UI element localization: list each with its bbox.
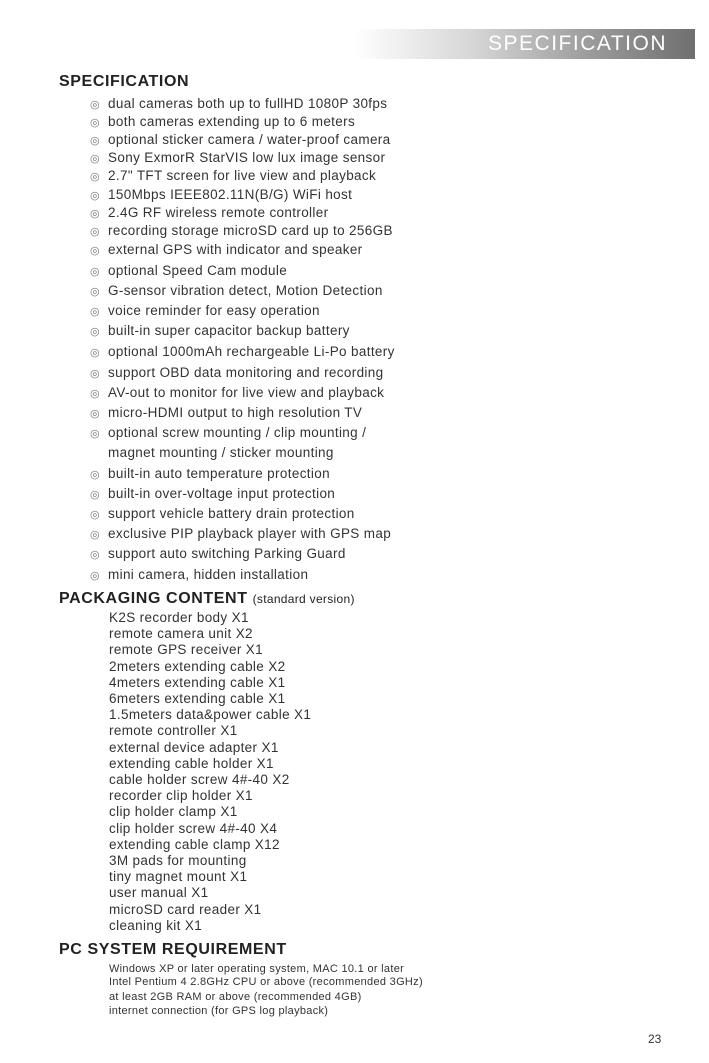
packaging-item: 2meters extending cable X2: [109, 658, 286, 674]
spec-item-text: Sony ExmorR StarVIS low lux image sensor: [108, 150, 386, 165]
spec-item: [90, 186, 352, 205]
packaging-item: 4meters extending cable X1: [109, 674, 286, 690]
spec-item: [90, 384, 384, 403]
spec-item-text: AV-out to monitor for live view and playback: [108, 385, 385, 400]
packaging-item: user manual X1: [109, 885, 209, 901]
spec-item-text: optional screw mounting / clip mounting /: [108, 425, 367, 440]
spec-item-text: 2.7" TFT screen for live view and playback: [108, 168, 377, 183]
double-circle-bullet-icon: ◎: [90, 428, 100, 440]
double-circle-bullet-icon: ◎: [90, 306, 100, 318]
double-circle-bullet-icon: ◎: [90, 509, 100, 521]
spec-item-text: exclusive PIP playback player with GPS map: [108, 526, 392, 541]
spec-item-text: voice reminder for easy operation: [108, 303, 320, 318]
spec-item: [90, 566, 308, 585]
packaging-item: 3M pads for mounting: [109, 853, 247, 868]
pc-requirement-item: at least 2GB RAM or above (recommended 4GB): [109, 991, 362, 1003]
spec-item: [90, 404, 362, 423]
spec-item-text: mini camera, hidden installation: [108, 567, 309, 582]
banner-title: SPECIFICATION: [488, 32, 667, 55]
double-circle-bullet-icon: ◎: [90, 117, 100, 129]
double-circle-bullet-icon: ◎: [90, 99, 100, 111]
packaging-item: clip holder clamp X1: [109, 804, 238, 820]
spec-item: [90, 525, 391, 544]
spec-item-text: optional Speed Cam module: [108, 263, 288, 278]
spec-item: [90, 465, 330, 484]
spec-item: [90, 95, 387, 114]
packaging-subtitle: (standard version): [252, 592, 355, 606]
spec-item-text: built-in super capacitor backup battery: [108, 323, 350, 338]
page-number: 23: [648, 1032, 662, 1046]
packaging-item: microSD card reader X1: [109, 901, 262, 917]
spec-item-text: optional sticker camera / water-proof camera: [108, 132, 391, 147]
double-circle-bullet-icon: ◎: [90, 286, 100, 298]
spec-item-continuation: magnet mounting / sticker mounting: [108, 445, 334, 460]
spec-item-text: dual cameras both up to fullHD 1080P 30fps: [108, 96, 388, 111]
spec-item: [90, 241, 363, 260]
spec-item: [90, 343, 395, 362]
spec-item-text: 2.4G RF wireless remote controller: [108, 205, 329, 220]
spec-item-text: micro-HDMI output to high resolution TV: [108, 405, 363, 420]
spec-item-text: support auto switching Parking Guard: [108, 546, 346, 561]
header-banner: [354, 29, 695, 59]
spec-item: [90, 222, 393, 241]
spec-item-text: support OBD data monitoring and recording: [108, 365, 384, 380]
spec-item: [90, 322, 350, 341]
spec-item-text: optional 1000mAh rechargeable Li-Po battery: [108, 344, 395, 359]
spec-item: [90, 262, 287, 281]
double-circle-bullet-icon: ◎: [90, 190, 100, 202]
spec-item-text: G-sensor vibration detect, Motion Detection: [108, 283, 383, 298]
packaging-item: external device adapter X1: [109, 739, 279, 755]
specification-heading: SPECIFICATION: [59, 73, 190, 90]
spec-item: [90, 302, 320, 321]
double-circle-bullet-icon: ◎: [90, 245, 100, 257]
packaging-item: cable holder screw 4#-40 X2: [109, 772, 290, 787]
packaging-item: remote GPS receiver X1: [109, 642, 264, 658]
spec-item: [90, 545, 346, 564]
packaging-item: remote controller X1: [109, 723, 238, 739]
spec-item: [90, 149, 385, 168]
double-circle-bullet-icon: ◎: [90, 266, 100, 278]
double-circle-bullet-icon: ◎: [90, 489, 100, 501]
spec-item: [90, 424, 366, 443]
spec-item: [90, 364, 384, 383]
double-circle-bullet-icon: ◎: [90, 135, 100, 147]
spec-item: [90, 505, 355, 524]
packaging-item: tiny magnet mount X1: [109, 869, 248, 885]
packaging-item: extending cable clamp X12: [109, 836, 280, 852]
spec-item: [90, 282, 383, 301]
spec-item-text: support vehicle battery drain protection: [108, 506, 355, 521]
double-circle-bullet-icon: ◎: [90, 171, 100, 183]
packaging-item: 1.5meters data&power cable X1: [109, 707, 312, 723]
double-circle-bullet-icon: ◎: [90, 408, 100, 420]
spec-item: [90, 113, 355, 132]
packaging-item: K2S recorder body X1: [109, 610, 249, 625]
double-circle-bullet-icon: ◎: [90, 368, 100, 380]
packaging-item: cleaning kit X1: [109, 917, 203, 933]
spec-item-text: built-in over-voltage input protection: [108, 486, 336, 501]
double-circle-bullet-icon: ◎: [90, 326, 100, 338]
double-circle-bullet-icon: ◎: [90, 226, 100, 238]
spec-item-text: built-in auto temperature protection: [108, 466, 330, 481]
double-circle-bullet-icon: ◎: [90, 153, 100, 165]
spec-item-text: external GPS with indicator and speaker: [108, 242, 363, 257]
spec-item: [90, 204, 328, 223]
double-circle-bullet-icon: ◎: [90, 208, 100, 220]
double-circle-bullet-icon: ◎: [90, 529, 100, 541]
pc-requirement-item: internet connection (for GPS log playback): [109, 1005, 329, 1017]
double-circle-bullet-icon: ◎: [90, 469, 100, 481]
double-circle-bullet-icon: ◎: [90, 347, 100, 359]
spec-item-text: 150Mbps IEEE802.11N(B/G) WiFi host: [108, 187, 353, 202]
packaging-heading: [59, 590, 355, 608]
spec-item: [90, 131, 391, 150]
packaging-item: extending cable holder X1: [109, 755, 274, 771]
pc-requirement-item: Windows XP or later operating system, MAC 10.1 or later: [109, 963, 405, 975]
packaging-item: clip holder screw 4#-40 X4: [109, 820, 278, 836]
pc-requirement-heading: PC SYSTEM REQUIREMENT: [59, 941, 287, 958]
double-circle-bullet-icon: ◎: [90, 570, 100, 582]
spec-item-text: both cameras extending up to 6 meters: [108, 114, 356, 129]
spec-item: [90, 167, 376, 186]
spec-item-text: recording storage microSD card up to 256GB: [108, 223, 393, 238]
packaging-item: 6meters extending cable X1: [109, 691, 286, 706]
packaging-item: recorder clip holder X1: [109, 788, 253, 804]
spec-item: [90, 485, 335, 504]
pc-requirement-item: Intel Pentium 4 2.8GHz CPU or above (recommended 3GHz): [109, 976, 423, 988]
double-circle-bullet-icon: ◎: [90, 388, 100, 400]
packaging-title: PACKAGING CONTENT: [59, 590, 248, 607]
packaging-item: remote camera unit X2: [109, 626, 253, 642]
double-circle-bullet-icon: ◎: [90, 549, 100, 561]
